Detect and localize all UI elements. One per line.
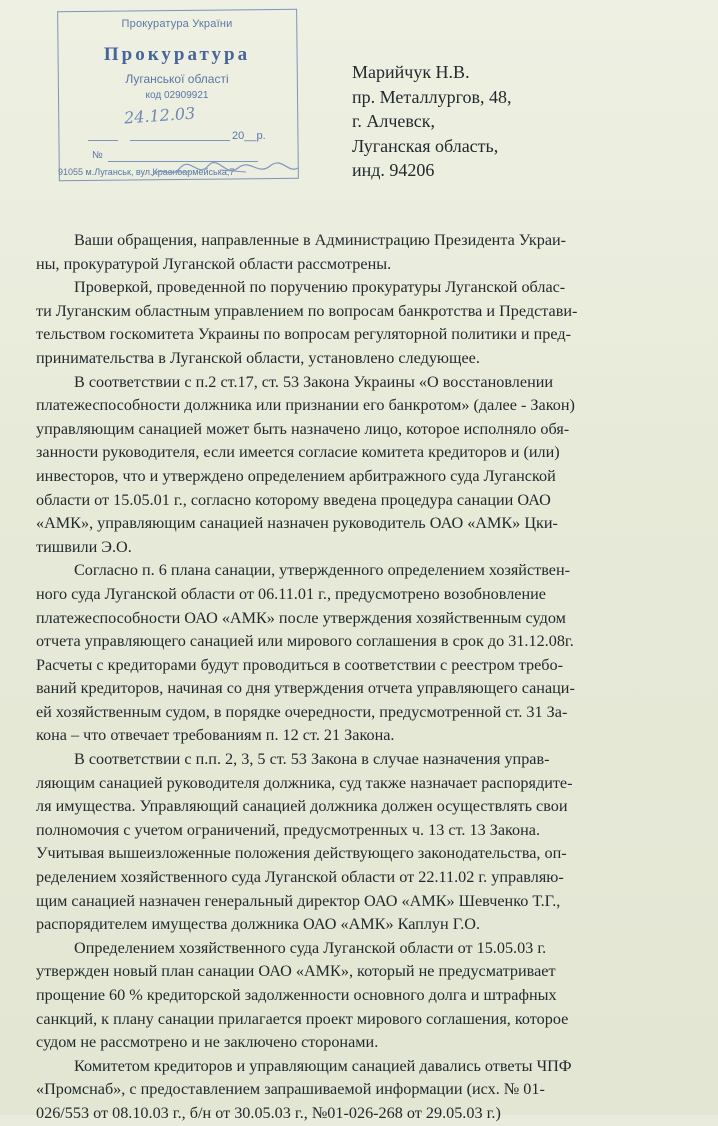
text-line: В соответствии с п.п. 2, 3, 5 ст. 53 Закона в случае назначения управ- bbox=[74, 750, 550, 769]
registration-stamp bbox=[58, 10, 298, 182]
text-line: инвесторов, что и утверждено определением арбитражного суда Луганской bbox=[36, 466, 556, 485]
stamp-header: Прокуратура України bbox=[121, 18, 233, 30]
text-line: управляющим санацией может быть назначено лицо, которое исполняло обя- bbox=[36, 419, 570, 438]
text-line: платежеспособности ОАО «АМК» после утверждения хозяйственным судом bbox=[36, 608, 566, 627]
text-line: кона – что отвечает требованиям п. 12 ст. 21 Закона. bbox=[36, 726, 395, 745]
text-line: Согласно п. 6 плана санации, утвержденного определением хозяйствен- bbox=[74, 561, 570, 580]
text-line: ного суда Луганской области от 06.11.01 г., предусмотрено возобновление bbox=[36, 584, 546, 603]
text-line: Ваши обращения, направленные в Администрацию Президента Украи- bbox=[74, 231, 567, 249]
address-region: Луганская область, bbox=[352, 135, 499, 156]
stamp-number-label: № bbox=[92, 150, 103, 161]
text-line: отчета управляющего санацией или мирового соглашения в срок до 31.12.08г. bbox=[36, 632, 574, 651]
text-line: принимательства в Луганской области, установлено следующее. bbox=[36, 348, 480, 367]
text-line: Комитетом кредиторов и управляющим санацией давались ответы ЧПФ bbox=[74, 1056, 572, 1075]
text-line: области от 15.05.01 г., согласно которому введена процедура санации ОАО bbox=[36, 490, 551, 509]
text-line: Проверкой, проведенной по поручению прокуратуры Луганской облас- bbox=[74, 278, 566, 297]
text-line: ти Луганским областным управлением по вопросам банкротства и Представи- bbox=[36, 301, 578, 320]
text-line: «Промснаб», с предоставлением запрашиваемой информации (исх. № 01- bbox=[36, 1080, 545, 1099]
text-line: ляющим санацией руководителя должника, суд также назначает распорядите- bbox=[36, 773, 573, 792]
stamp-underline bbox=[130, 140, 230, 141]
text-line: В соответствии с п.2 ст.17, ст. 53 Закона Украины «О восстановлении bbox=[74, 372, 554, 391]
text-line: тишвили Э.О. bbox=[36, 537, 132, 556]
stamp-region: Луганської області bbox=[125, 72, 229, 86]
text-line: ваний кредиторов, начиная со дня утверждения отчета управляющего санаци- bbox=[36, 679, 575, 698]
text-line: Учитывая вышеизложенные положения действующего законодательства, оп- bbox=[36, 844, 567, 863]
text-line: «АМК», управляющим санацией назначен руководитель ОАО «АМК» Цки- bbox=[36, 514, 558, 533]
stamp-handwritten-date: 24.12.03 bbox=[123, 103, 196, 128]
text-line: платежеспособности должника или признании его банкротом» (далее - Закон) bbox=[36, 396, 575, 415]
stamp-code: код 02909921 bbox=[145, 90, 209, 101]
text-line: занности руководителя, если имеется согласие комитета кредиторов и (или) bbox=[36, 443, 560, 462]
recipient-address bbox=[352, 60, 512, 183]
text-line: тельством госкомитета Украины по вопросам регуляторной политики и пред- bbox=[36, 325, 571, 344]
address-postcode: инд. 94206 bbox=[352, 160, 435, 180]
text-line: судом не рассмотрено и не заключено сторонами. bbox=[36, 1033, 379, 1052]
stamp-address: 91055 м.Луганськ, вул.Красноармейська,7 bbox=[58, 167, 235, 177]
text-line: Расчеты с кредиторами будут проводиться в соответствии с реестром требо- bbox=[36, 655, 564, 674]
address-street: пр. Металлургов, 48, bbox=[352, 86, 512, 107]
text-line: распорядителем имущества должника ОАО «АМК» Каплун Г.О. bbox=[36, 915, 481, 934]
letter-body bbox=[36, 229, 712, 1126]
text-line: ределением хозяйственного суда Луганской области от 22.11.02 г. управляю- bbox=[36, 868, 564, 887]
stamp-year-suffix: 20__р. bbox=[232, 130, 266, 142]
text-line: 026/553 от 08.10.03 г., б/н от 30.05.03 г., №01-026-268 от 29.05.03 г.) bbox=[36, 1103, 501, 1122]
address-name: Марийчук Н.В. bbox=[352, 62, 470, 82]
handwritten-signature bbox=[150, 160, 300, 182]
text-line: ны, прокуратурой Луганской области рассмотрены. bbox=[36, 254, 392, 273]
text-line: ля имущества. Управляющий санацией должника должен осуществлять свои bbox=[36, 797, 568, 816]
stamp-title: Прокуратура bbox=[103, 44, 251, 65]
text-line: щим санацией назначен генеральный директор ОАО «АМК» Шевченко Т.Г., bbox=[36, 891, 561, 910]
text-line: ей хозяйственным судом, в порядке очередности, предусмотренной ст. 31 За- bbox=[36, 702, 568, 721]
address-city: г. Алчевск, bbox=[352, 111, 436, 131]
text-line: утвержден новый план санации ОАО «АМК», который не предусматривает bbox=[36, 962, 556, 981]
stamp-underline bbox=[88, 140, 118, 141]
text-line: санкций, к плану санации прилагается проект мирового соглашения, которое bbox=[36, 1009, 569, 1028]
text-line: прощение 60 % кредиторской задолженности основного долга и штрафных bbox=[36, 986, 557, 1004]
text-line: Определением хозяйственного суда Луганской области от 15.05.03 г. bbox=[74, 938, 547, 957]
text-line: полномочия с учетом ограничений, предусмотренных ч. 13 ст. 13 Закона. bbox=[36, 820, 541, 839]
